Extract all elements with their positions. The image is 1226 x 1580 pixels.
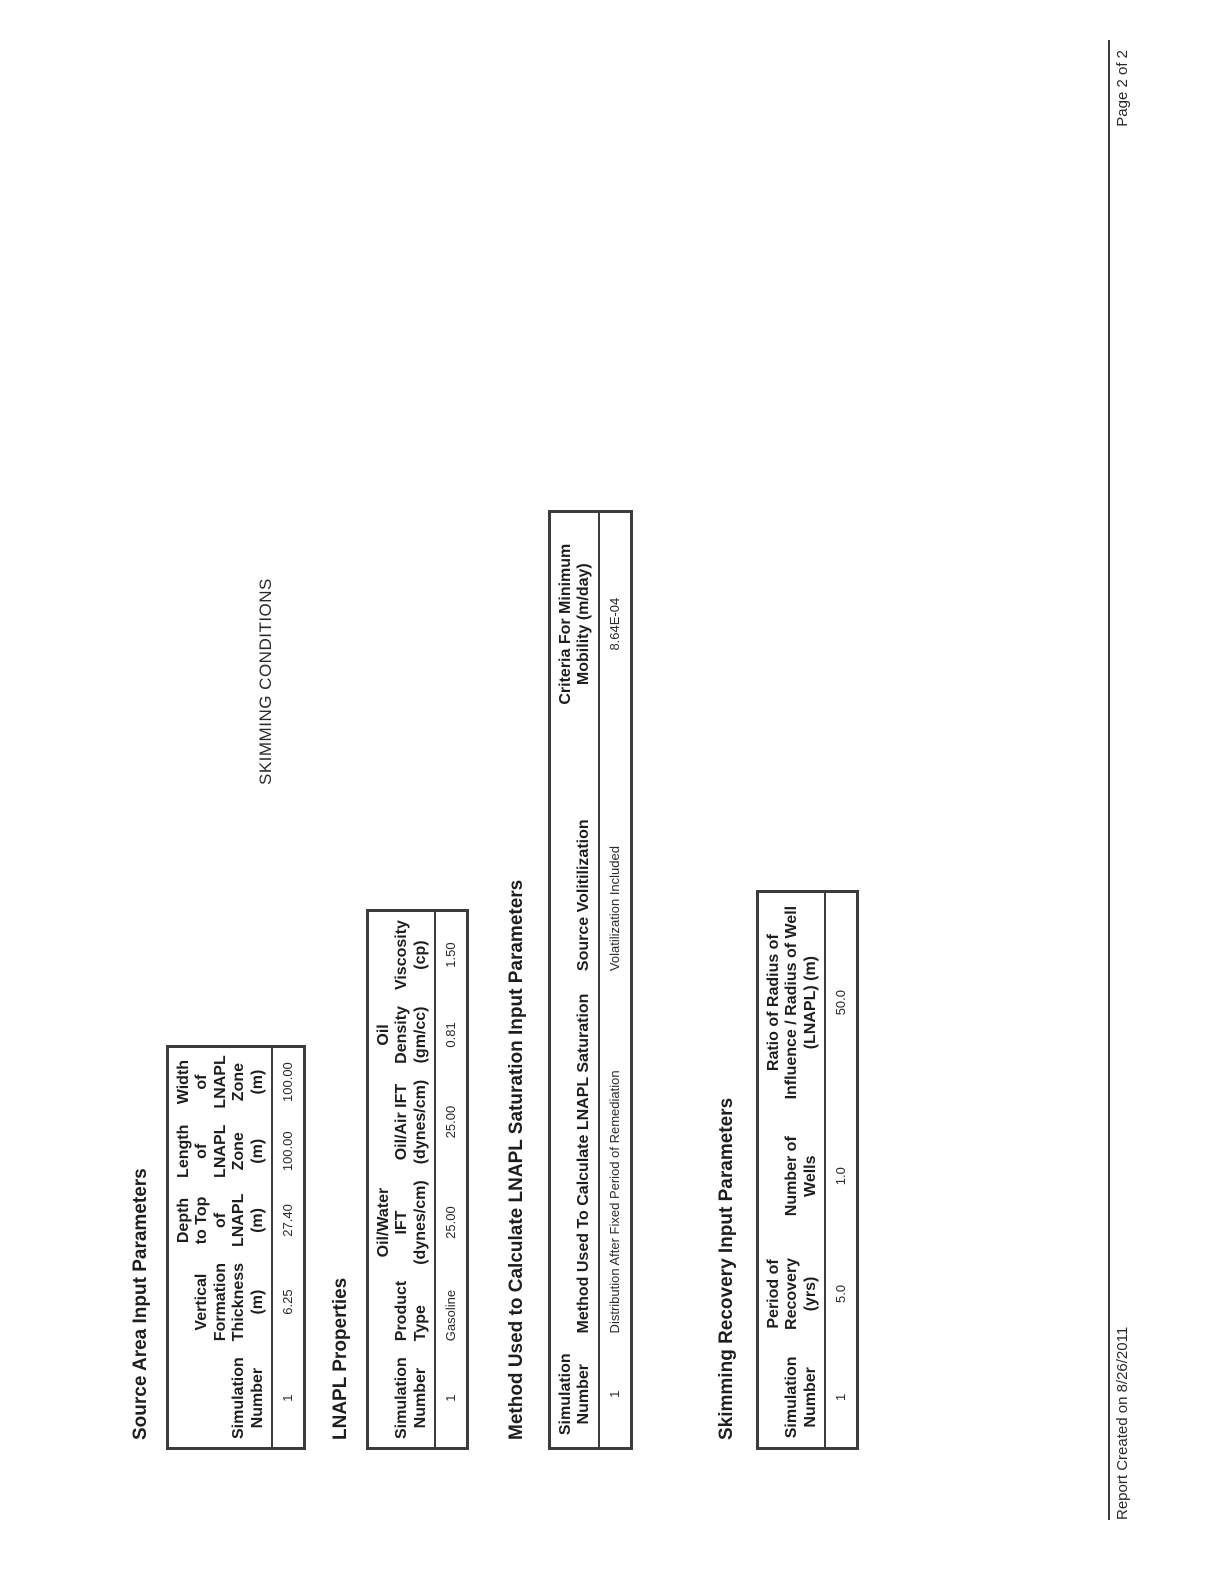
table-cell: Gasoline xyxy=(443,1289,459,1342)
column-header: Oil Density (gm/cc) xyxy=(368,998,436,1072)
table-cell: 50.0 xyxy=(833,989,849,1016)
table-header-row xyxy=(758,892,826,1449)
table-cell: 25.00 xyxy=(443,1105,459,1139)
table-row xyxy=(599,512,632,1449)
source-area-table xyxy=(166,1045,306,1450)
column-header: Ratio of Radius of Influence / Radius of Well (LNAPL) (m) xyxy=(758,892,826,1113)
table-header-row xyxy=(368,911,436,1449)
skimming-conditions-label: SKIMMING CONDITIONS xyxy=(256,578,275,785)
saturation-method-title: Method Used to Calculate LNAPL Saturation Input Parameters xyxy=(506,879,527,1440)
column-header: Length of LNAPL Zone (m) xyxy=(168,1117,272,1186)
table-cell: 6.25 xyxy=(279,1289,295,1315)
column-header: Simulation Number xyxy=(550,1341,599,1448)
lnapl-properties-table xyxy=(366,909,469,1450)
table-cell: 1.50 xyxy=(443,942,459,968)
table-cell: 1 xyxy=(833,1393,849,1401)
column-header: Simulation Number xyxy=(758,1348,826,1449)
table-row xyxy=(272,1046,305,1448)
source-area-title: Source Area Input Parameters xyxy=(130,1168,151,1440)
footer-rule xyxy=(1108,40,1110,1520)
table-cell: 1.0 xyxy=(833,1167,849,1186)
column-header: Product Type xyxy=(368,1273,436,1349)
table-cell: Distribution After Fixed Period of Remediation xyxy=(606,1070,622,1334)
column-header: Period of Recovery (yrs) xyxy=(758,1240,826,1348)
table-cell: 27.40 xyxy=(279,1204,295,1237)
table-cell: 1 xyxy=(606,1390,622,1398)
skimming-recovery-title: Skimming Recovery Input Parameters xyxy=(716,1097,737,1440)
table-cell: Volatilization Included xyxy=(606,846,622,972)
table-cell: 5.0 xyxy=(833,1284,849,1303)
table-cell: 8.64E-04 xyxy=(606,597,622,651)
column-header: Width of LNAPL Zone (m) xyxy=(168,1046,272,1117)
skimming-recovery-table xyxy=(756,890,859,1450)
table-cell: 1 xyxy=(443,1394,459,1402)
column-header: Vertical Formation Thickness (m) xyxy=(168,1255,272,1349)
table-header-row xyxy=(550,512,599,1449)
page-number: Page 2 of 2 xyxy=(1114,50,1131,127)
report-created-date: Report Created on 8/26/2011 xyxy=(1114,1326,1131,1520)
column-header: Depth to Top of LNAPL (m) xyxy=(168,1186,272,1255)
column-header: Source Volitilization xyxy=(550,735,599,979)
column-header: Viscosity (cp) xyxy=(368,911,436,998)
table-cell: 0.81 xyxy=(443,1022,459,1048)
table-cell: 100.00 xyxy=(279,1131,295,1172)
table-cell: 1 xyxy=(279,1394,295,1402)
column-header: Method Used To Calculate LNAPL Saturation xyxy=(550,979,599,1341)
table-cell: 100.00 xyxy=(279,1062,295,1102)
column-header: Simulation Number xyxy=(168,1349,272,1448)
column-header: Oil/Water IFT (dynes/cm) xyxy=(368,1172,436,1272)
table-row xyxy=(435,911,468,1449)
saturation-method-table xyxy=(548,510,633,1450)
table-header-row xyxy=(168,1046,272,1448)
table-cell: 25.00 xyxy=(443,1206,459,1239)
lnapl-properties-title: LNAPL Properties xyxy=(330,1277,351,1440)
column-header: Oil/Air IFT (dynes/cm) xyxy=(368,1072,436,1172)
column-header: Number of Wells xyxy=(758,1112,826,1240)
column-header: Criteria For Minimum Mobility (m/day) xyxy=(550,512,599,736)
column-header: Simulation Number xyxy=(368,1349,436,1448)
table-row xyxy=(825,892,858,1449)
